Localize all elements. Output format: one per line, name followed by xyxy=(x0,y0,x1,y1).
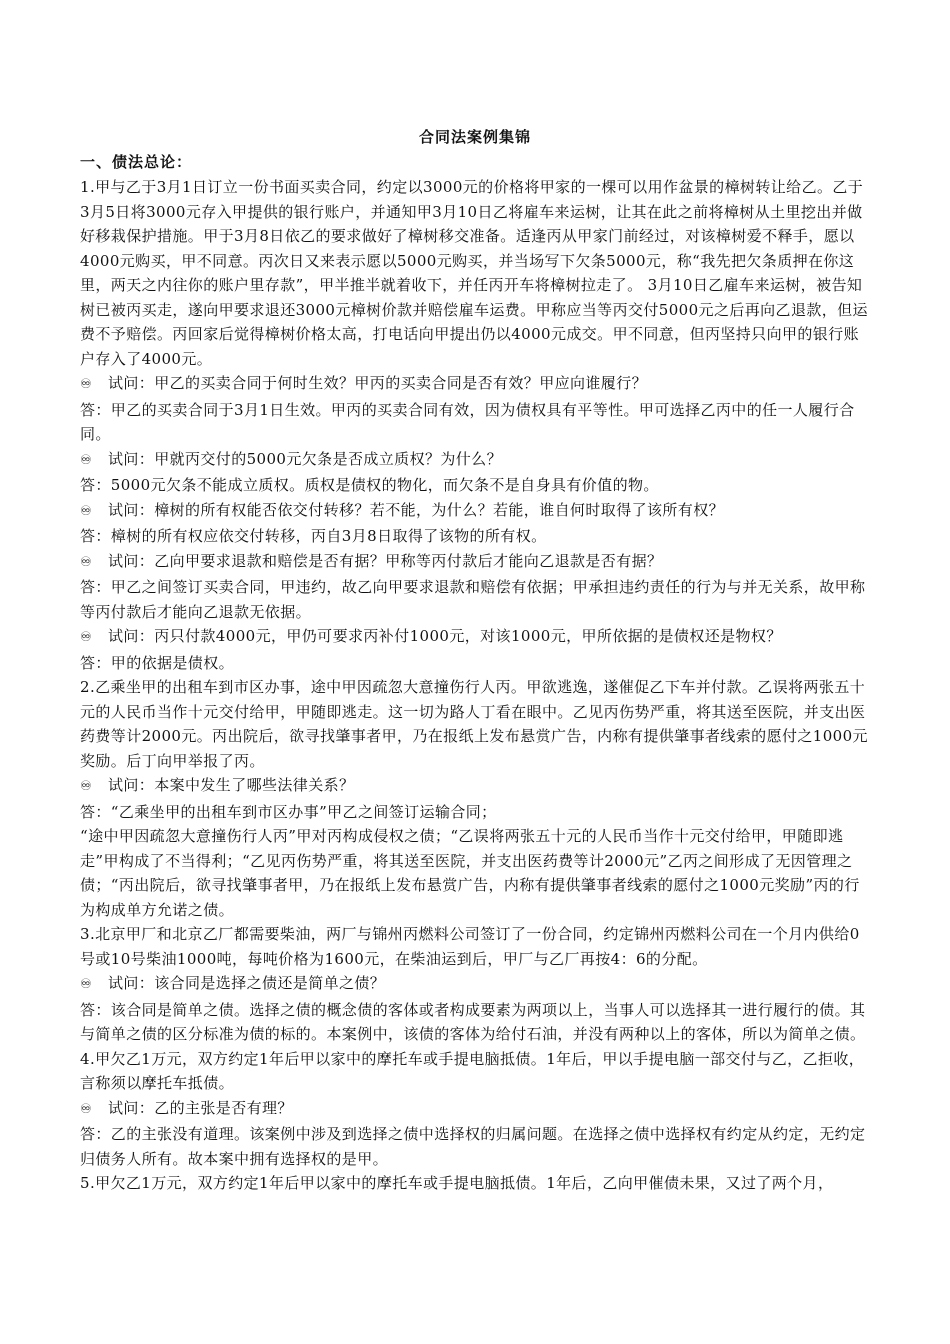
question-paragraph xyxy=(80,371,873,398)
answer-paragraph: 答：“乙乘坐甲的出租车到市区办事”甲乙之间签订运输合同； xyxy=(80,802,497,821)
question-text: 试问：本案中发生了哪些法律关系？ xyxy=(108,776,355,794)
question-bullet-icon: ♾ xyxy=(80,452,93,468)
section-heading: 一、债法总论： xyxy=(80,153,193,171)
question-bullet-icon: ♾ xyxy=(80,630,93,645)
question-bullet-icon: ♾ xyxy=(80,977,93,992)
case-paragraph: 5.甲欠乙1万元，双方约定1年后甲以家中的摩托车或手提电脑抵债。1年后，乙向甲催债未果，又过了两个月， xyxy=(80,1174,834,1192)
case-paragraph: 4.甲欠乙1万元，双方约定1年后甲以家中的摩托车或手提电脑抵债。1年后，甲以手提电脑一部交付与乙，乙拒收，言称须以摩托车抵债。 xyxy=(80,1049,865,1092)
question-text: 试问：丙只付款4000元，甲仍可要求丙补付1000元，对该1000元，甲所依据的是债权还是物权？ xyxy=(108,627,782,645)
answer-paragraph: 答：该合同是简单之债。选择之债的概念债的客体或者构成要素为两项以上，当事人可以选择其一进行履行的债。其与简单之债的区分标准为债的标的。本案例中，该债的客体为给付石油，并没有两种以上的客体，所以为简单之债。 xyxy=(80,1000,866,1043)
question-paragraph xyxy=(80,773,873,800)
question-text: 试问：樟树的所有权能否依交付转移？若不能，为什么？若能，谁自何时取得了该所有权？ xyxy=(108,500,725,519)
case-paragraph: 1.甲与乙于3月1日订立一份书面买卖合同，约定以3000元的价格将甲家的一棵可以用作盆景的樟树转让给乙。乙于3月5日将3000元存入甲提供的银行账户，并通知甲3月10日乙将雇车来运树，让其在此之前将樟树从土里挖出并做好移栽保护措施。甲于3月8日依乙的要求做好了樟树移交准备。适逢丙从甲家门前经过，对该樟树爱不释手，愿以4000元购买，甲不同意。丙次日又来表示愿以5000元购买，并当场写下欠条5000元，称“我先把欠条质押在你这里，两天之内往你的账户里存款”，甲半推半就着收下，并任丙开车将樟树拉走了。 3月10日乙雇车来运树，被告知树已被丙买走，遂向甲要求退还3000元樟树价款并赔偿雇车运费。甲称应当等丙交付5000元之后再向乙退款，但运费不予赔偿。丙回家后觉得樟树价格太高，打电话向甲提出仍以4000元成交。甲不同意，但丙坚持只向甲的银行账户存入了4000元。 xyxy=(80,178,868,368)
question-paragraph xyxy=(80,549,873,576)
question-paragraph xyxy=(80,447,873,474)
answer-paragraph: 答：乙的主张没有道理。该案例中涉及到选择之债中选择权的归属问题。在选择之债中选择权有约定从约定，无约定归债务人所有。故本案中拥有选择权的是甲。 xyxy=(80,1125,866,1168)
answer-paragraph: 答：甲乙之间签订买卖合同，甲违约，故乙向甲要求退款和赔偿有依据；甲承担违约责任的行为与并无关系，故甲称等丙付款后才能向乙退款无依据。 xyxy=(80,578,866,621)
answer-paragraph: 答：樟树的所有权应依交付转移，丙自3月8日取得了该物的所有权。 xyxy=(80,527,547,545)
question-text: 试问：乙的主张是否有理？ xyxy=(108,1098,293,1117)
question-bullet-icon: ♾ xyxy=(80,779,93,794)
question-bullet-icon: ♾ xyxy=(80,1101,93,1117)
question-bullet-icon: ♾ xyxy=(80,503,93,519)
answer-paragraph: “途中甲因疏忽大意撞伤行人丙”甲对丙构成侵权之债；“乙误将两张五十元的人民币当作十元交付给甲，甲随即逃走”甲构成了不当得利；“乙见丙伤势严重，将其送至医院，并支出医药费等计2000元”乙丙之间形成了无因管理之债；“丙出院后，欲寻找肇事者甲，乃在报纸上发布悬赏广告，内称有提供肇事者线索的愿付之1000元奖励”丙的行为构成单方允诺之债。 xyxy=(80,827,860,919)
question-paragraph xyxy=(80,498,873,525)
question-paragraph xyxy=(80,971,873,998)
document-title: 合同法案例集锦 xyxy=(418,128,531,146)
question-text: 试问：甲乙的买卖合同于何时生效？甲丙的买卖合同是否有效？甲应向谁履行？ xyxy=(108,374,648,392)
question-text: 试问：乙向甲要求退款和赔偿是否有据？甲称等丙付款后才能向乙退款是否有据？ xyxy=(108,551,663,570)
answer-paragraph: 答：甲乙的买卖合同于3月1日生效。甲丙的买卖合同有效，因为债权具有平等性。甲可选择乙丙中的任一人履行合同。 xyxy=(80,400,855,443)
question-paragraph xyxy=(80,1096,873,1123)
question-paragraph xyxy=(80,624,873,651)
question-text: 试问：甲就丙交付的5000元欠条是否成立质权？为什么？ xyxy=(108,449,502,468)
answer-paragraph: 答：5000元欠条不能成立质权。质权是债权的物化，而欠条不是自身具有价值的物。 xyxy=(80,476,659,494)
question-bullet-icon: ♾ xyxy=(80,377,93,392)
answer-paragraph: 答：甲的依据是债权。 xyxy=(80,653,235,672)
question-bullet-icon: ♾ xyxy=(80,554,93,570)
case-paragraph: 2.乙乘坐甲的出租车到市区办事，途中甲因疏忽大意撞伤行人丙。甲欲逃逸，遂催促乙下车并付款。乙误将两张五十元的人民币当作十元交付给甲，甲随即逃走。这一切为路人丁看在眼中。乙见丙伤势严重，将其送至医院，并支出医药费等计2000元。丙出院后，欲寻找肇事者甲，乃在报纸上发布悬赏广告，内称有提供肇事者线索的愿付之1000元奖励。后丁向甲举报了丙。 xyxy=(80,678,868,770)
document-body xyxy=(80,175,873,1196)
question-text: 试问：该合同是选择之债还是简单之债？ xyxy=(108,974,386,992)
case-paragraph: 3.北京甲厂和北京乙厂都需要柴油，两厂与锦州丙燃料公司签订了一份合同，约定锦州丙燃料公司在一个月内供给0号或10号柴油1000吨，每吨价格为1600元，在柴油运到后，甲厂与乙厂再按4：6的分配。 xyxy=(80,925,860,968)
